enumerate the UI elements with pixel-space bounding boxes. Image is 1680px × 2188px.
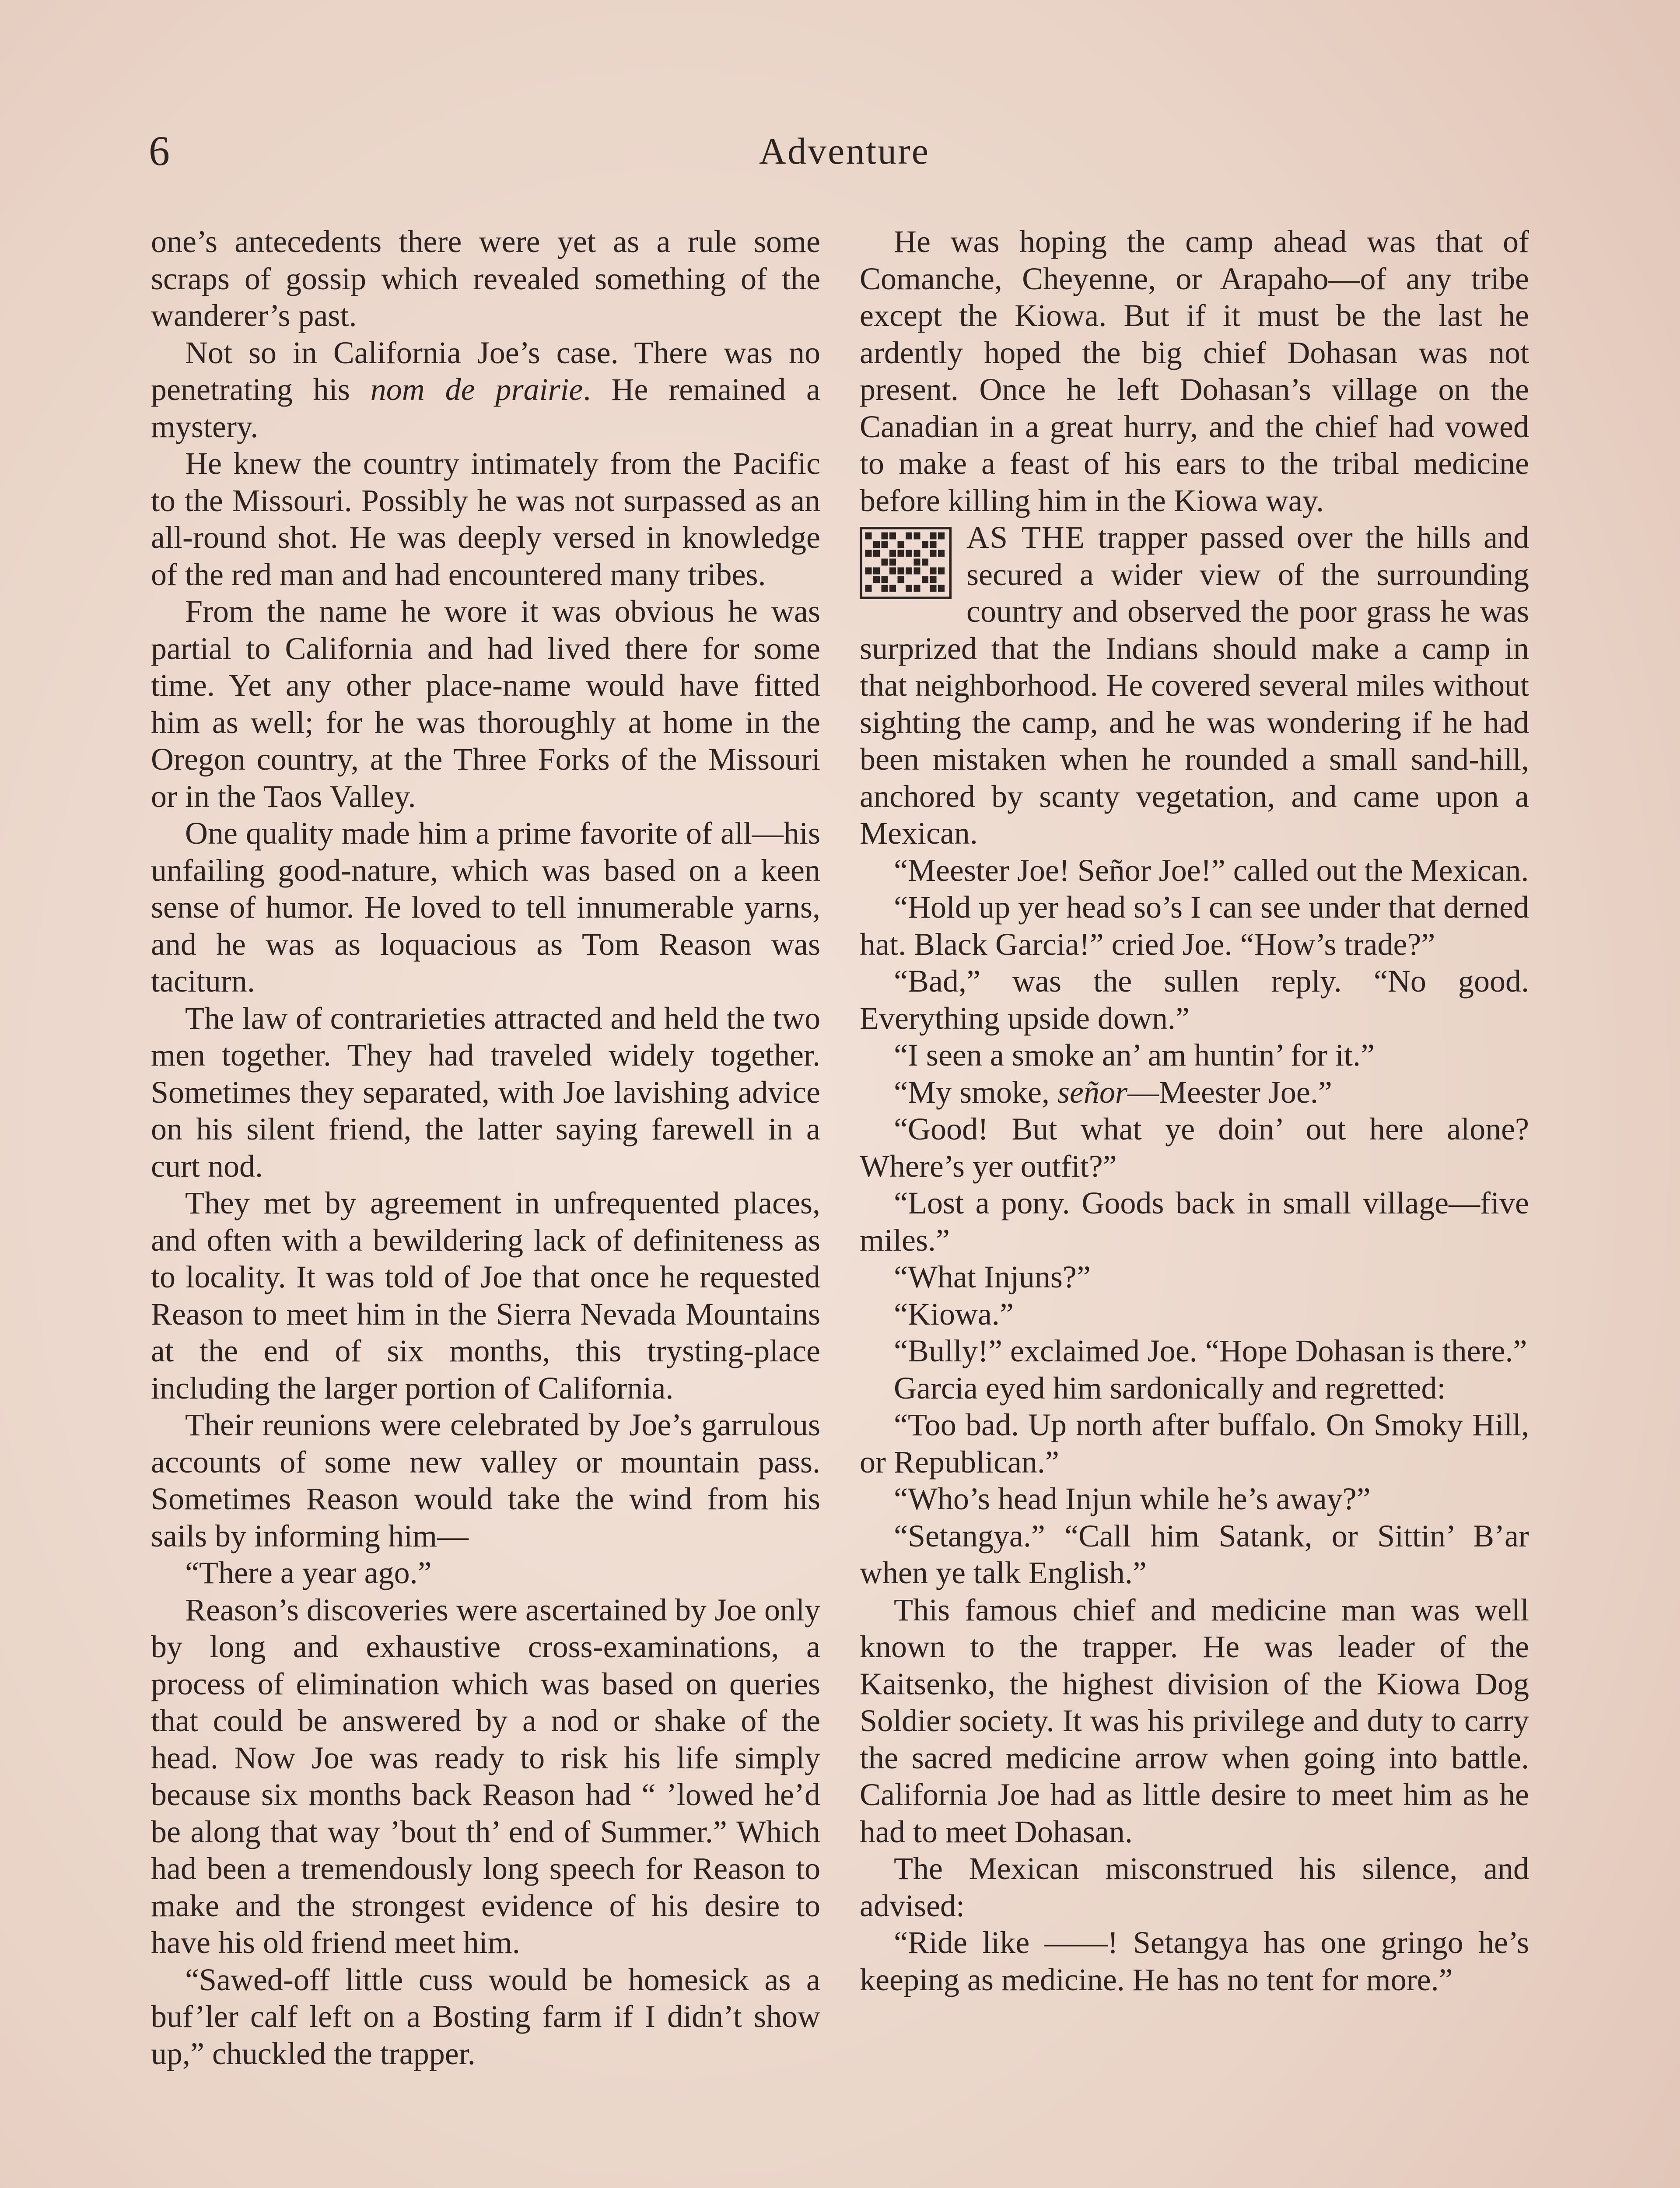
paragraph <box>151 1406 820 1554</box>
paragraph <box>151 1185 820 1406</box>
page-header <box>149 125 1540 186</box>
paragraph-text: “My smoke, <box>894 1074 1057 1110</box>
paragraph <box>860 963 1529 1037</box>
paragraph-text: “Meester Joe! Señor Joe!” called out the Mexican. <box>894 852 1529 888</box>
left-column <box>151 223 820 2072</box>
paragraph <box>151 334 820 445</box>
paragraph-text: “What Injuns?” <box>894 1259 1091 1294</box>
paragraph-text: “There a year ago.” <box>185 1555 432 1590</box>
paragraph-text: “Bad,” was the sullen reply. “No good. Everything upside down.” <box>860 964 1529 1036</box>
ornamental-initial-icon <box>860 527 957 600</box>
paragraph-text: “Lost a pony. Goods back in small village—five miles.” <box>860 1185 1529 1258</box>
paragraph-text: One quality made him a prime favorite of all—his unfailing good-nature, which was based on a keen sense of humor. He loved to tell innumerable yarns, and he was as loquacious as Tom Reason was taciturn. <box>151 816 820 999</box>
paragraph-text: “Setangya.” “Call him Satank, or Sittin’ B’ar when ye talk English.” <box>860 1518 1529 1590</box>
paragraph <box>860 1592 1529 1851</box>
paragraph-text: one’s antecedents there were yet as a rule some scraps of gossip which revealed something of the wanderer’s past. <box>151 224 820 333</box>
paragraph <box>860 1111 1529 1185</box>
paragraph-text: The Mexican misconstrued his silence, and advised: <box>860 1851 1529 1923</box>
paragraph <box>151 815 820 1000</box>
paragraph-text: Reason’s discoveries were ascertained by Joe only by long and exhaustive cross-examinations, a process of elimination which was based on queries that could be answered by a nod or shake of the head. Now Joe was ready to risk his life simply because six months back Reason had “ ’lowed he’d be along that way ’bout th’ end of Summer.” Which had been a tremendously long speech for Reason to make and the strongest evidence of his desire to have his old friend meet him. <box>151 1592 820 1960</box>
paragraph-text: trapper passed over the hills and secured a wider view of the surrounding country and observed the poor grass he was surprized that the Indians should make a camp in that neighborhood. He covered several miles without sighting the camp, and he was wondering if he had been mistaken when he rounded a small sand-hill, anchored by scanty vegetation, and came upon a Mexican. <box>860 520 1529 851</box>
paragraph <box>860 1037 1529 1074</box>
paragraph <box>860 1480 1529 1518</box>
paragraph <box>860 1185 1529 1259</box>
paragraph-text: Their reunions were celebrated by Joe’s garrulous accounts of some new valley or mountain pass. Sometimes Reason would take the wind from his sails by informing him— <box>151 1407 820 1553</box>
paragraph <box>151 1592 820 1961</box>
paragraph <box>860 1406 1529 1480</box>
paragraph-text: They met by agreement in unfrequented places, and often with a bewildering lack of definiteness as to locality. It was told of Joe that once he requested Reason to meet him in the Sierra Nevada Mountains at the end of six months, this trysting-place including the larger portion of California. <box>151 1185 820 1406</box>
paragraph-text: “Who’s head Injun while he’s away?” <box>894 1481 1371 1516</box>
paragraph-text: “Sawed-off little cuss would be homesick as a buf’ler calf left on a Bosting farm if I didn’t show up,” chuckled the trapper. <box>151 1962 820 2071</box>
paragraph <box>151 593 820 815</box>
paragraph-text: “I seen a smoke an’ am huntin’ for it.” <box>894 1038 1375 1073</box>
paragraph-text: This famous chief and medicine man was well known to the trapper. He was leader of the Kaitsenko, the highest division of the Kiowa Dog Soldier society. It was his privilege and duty to carry the sacred medicine arrow when going into battle. California Joe had as little desire to meet him as he had to meet Dohasan. <box>860 1592 1529 1849</box>
paragraph-text: From the name he wore it was obvious he was partial to California and had lived there for some time. Yet any other place-name would have fitted him as well; for he was thoroughly at home in the Oregon country, at the Three Forks of the Missouri or in the Taos Valley. <box>151 594 820 814</box>
paragraph <box>860 1924 1529 1998</box>
paragraph <box>860 1850 1529 1924</box>
paragraph <box>860 889 1529 963</box>
paragraph <box>860 223 1529 519</box>
paragraph-text: He was hoping the camp ahead was that of Comanche, Cheyenne, or Arapaho—of any tribe except the Kiowa. But if it must be the last he ardently hoped the big chief Dohasan was not present. Once he left Dohasan’s village on the Canadian in a great hurry, and the chief had vowed to make a feast of his ears to the tribal medicine before killing him in the Kiowa way. <box>860 224 1529 518</box>
paragraph <box>151 445 820 593</box>
running-title: Adventure <box>759 130 930 172</box>
paragraph-text: “Ride like ——! Setangya has one gringo he’s keeping as medicine. He has no tent for more.” <box>860 1925 1529 1997</box>
paragraph <box>151 1000 820 1185</box>
paragraph <box>860 519 1529 852</box>
paragraph-text: Not so in California Joe’s case. There was no penetrating his <box>151 335 820 407</box>
paragraph <box>860 1259 1529 1296</box>
paragraph <box>151 223 820 334</box>
paragraph-text: “Kiowa.” <box>894 1296 1014 1332</box>
paragraph-text: “Good! But what ye doin’ out here alone? Where’s yer outfit?” <box>860 1112 1529 1184</box>
page-number: 6 <box>149 127 170 174</box>
italic-text: nom de prairie <box>370 372 583 407</box>
paragraph-text: “Hold up yer head so’s I can see under that derned hat. Black Garcia!” cried Joe. “How’s trade?” <box>860 890 1529 962</box>
paragraph-text: “Too bad. Up north after buffalo. On Smoky Hill, or Republican.” <box>860 1407 1529 1480</box>
paragraph-text-continued: —Meester Joe.” <box>1127 1074 1332 1110</box>
paragraph-text: Garcia eyed him sardonically and regretted: <box>894 1370 1446 1406</box>
paragraph-text: “Bully!” exclaimed Joe. “Hope Dohasan is there.” <box>894 1333 1527 1368</box>
paragraph <box>860 1332 1529 1370</box>
paragraph <box>860 1074 1529 1111</box>
italic-text: señor <box>1057 1074 1127 1110</box>
paragraph-text: The law of contrarieties attracted and held the two men together. They had traveled widely together. Sometimes they separated, with Joe lavishing advice on his silent friend, the latter saying farewell in a curt nod. <box>151 1000 820 1184</box>
paragraph <box>860 1518 1529 1592</box>
paragraph-text-continued: . He remained a mystery. <box>151 372 820 444</box>
paragraph-text: He knew the country intimately from the Pacific to the Missouri. Possibly he was not surpassed as an all-round shot. He was deeply versed in knowledge of the red man and had encountered many tribes. <box>151 446 820 592</box>
paragraph <box>860 852 1529 889</box>
right-column <box>860 223 1529 1998</box>
paragraph <box>860 1370 1529 1407</box>
paragraph <box>151 1554 820 1592</box>
paragraph <box>151 1961 820 2072</box>
paragraph <box>860 1296 1529 1333</box>
lead-in: AS THE <box>966 520 1085 555</box>
